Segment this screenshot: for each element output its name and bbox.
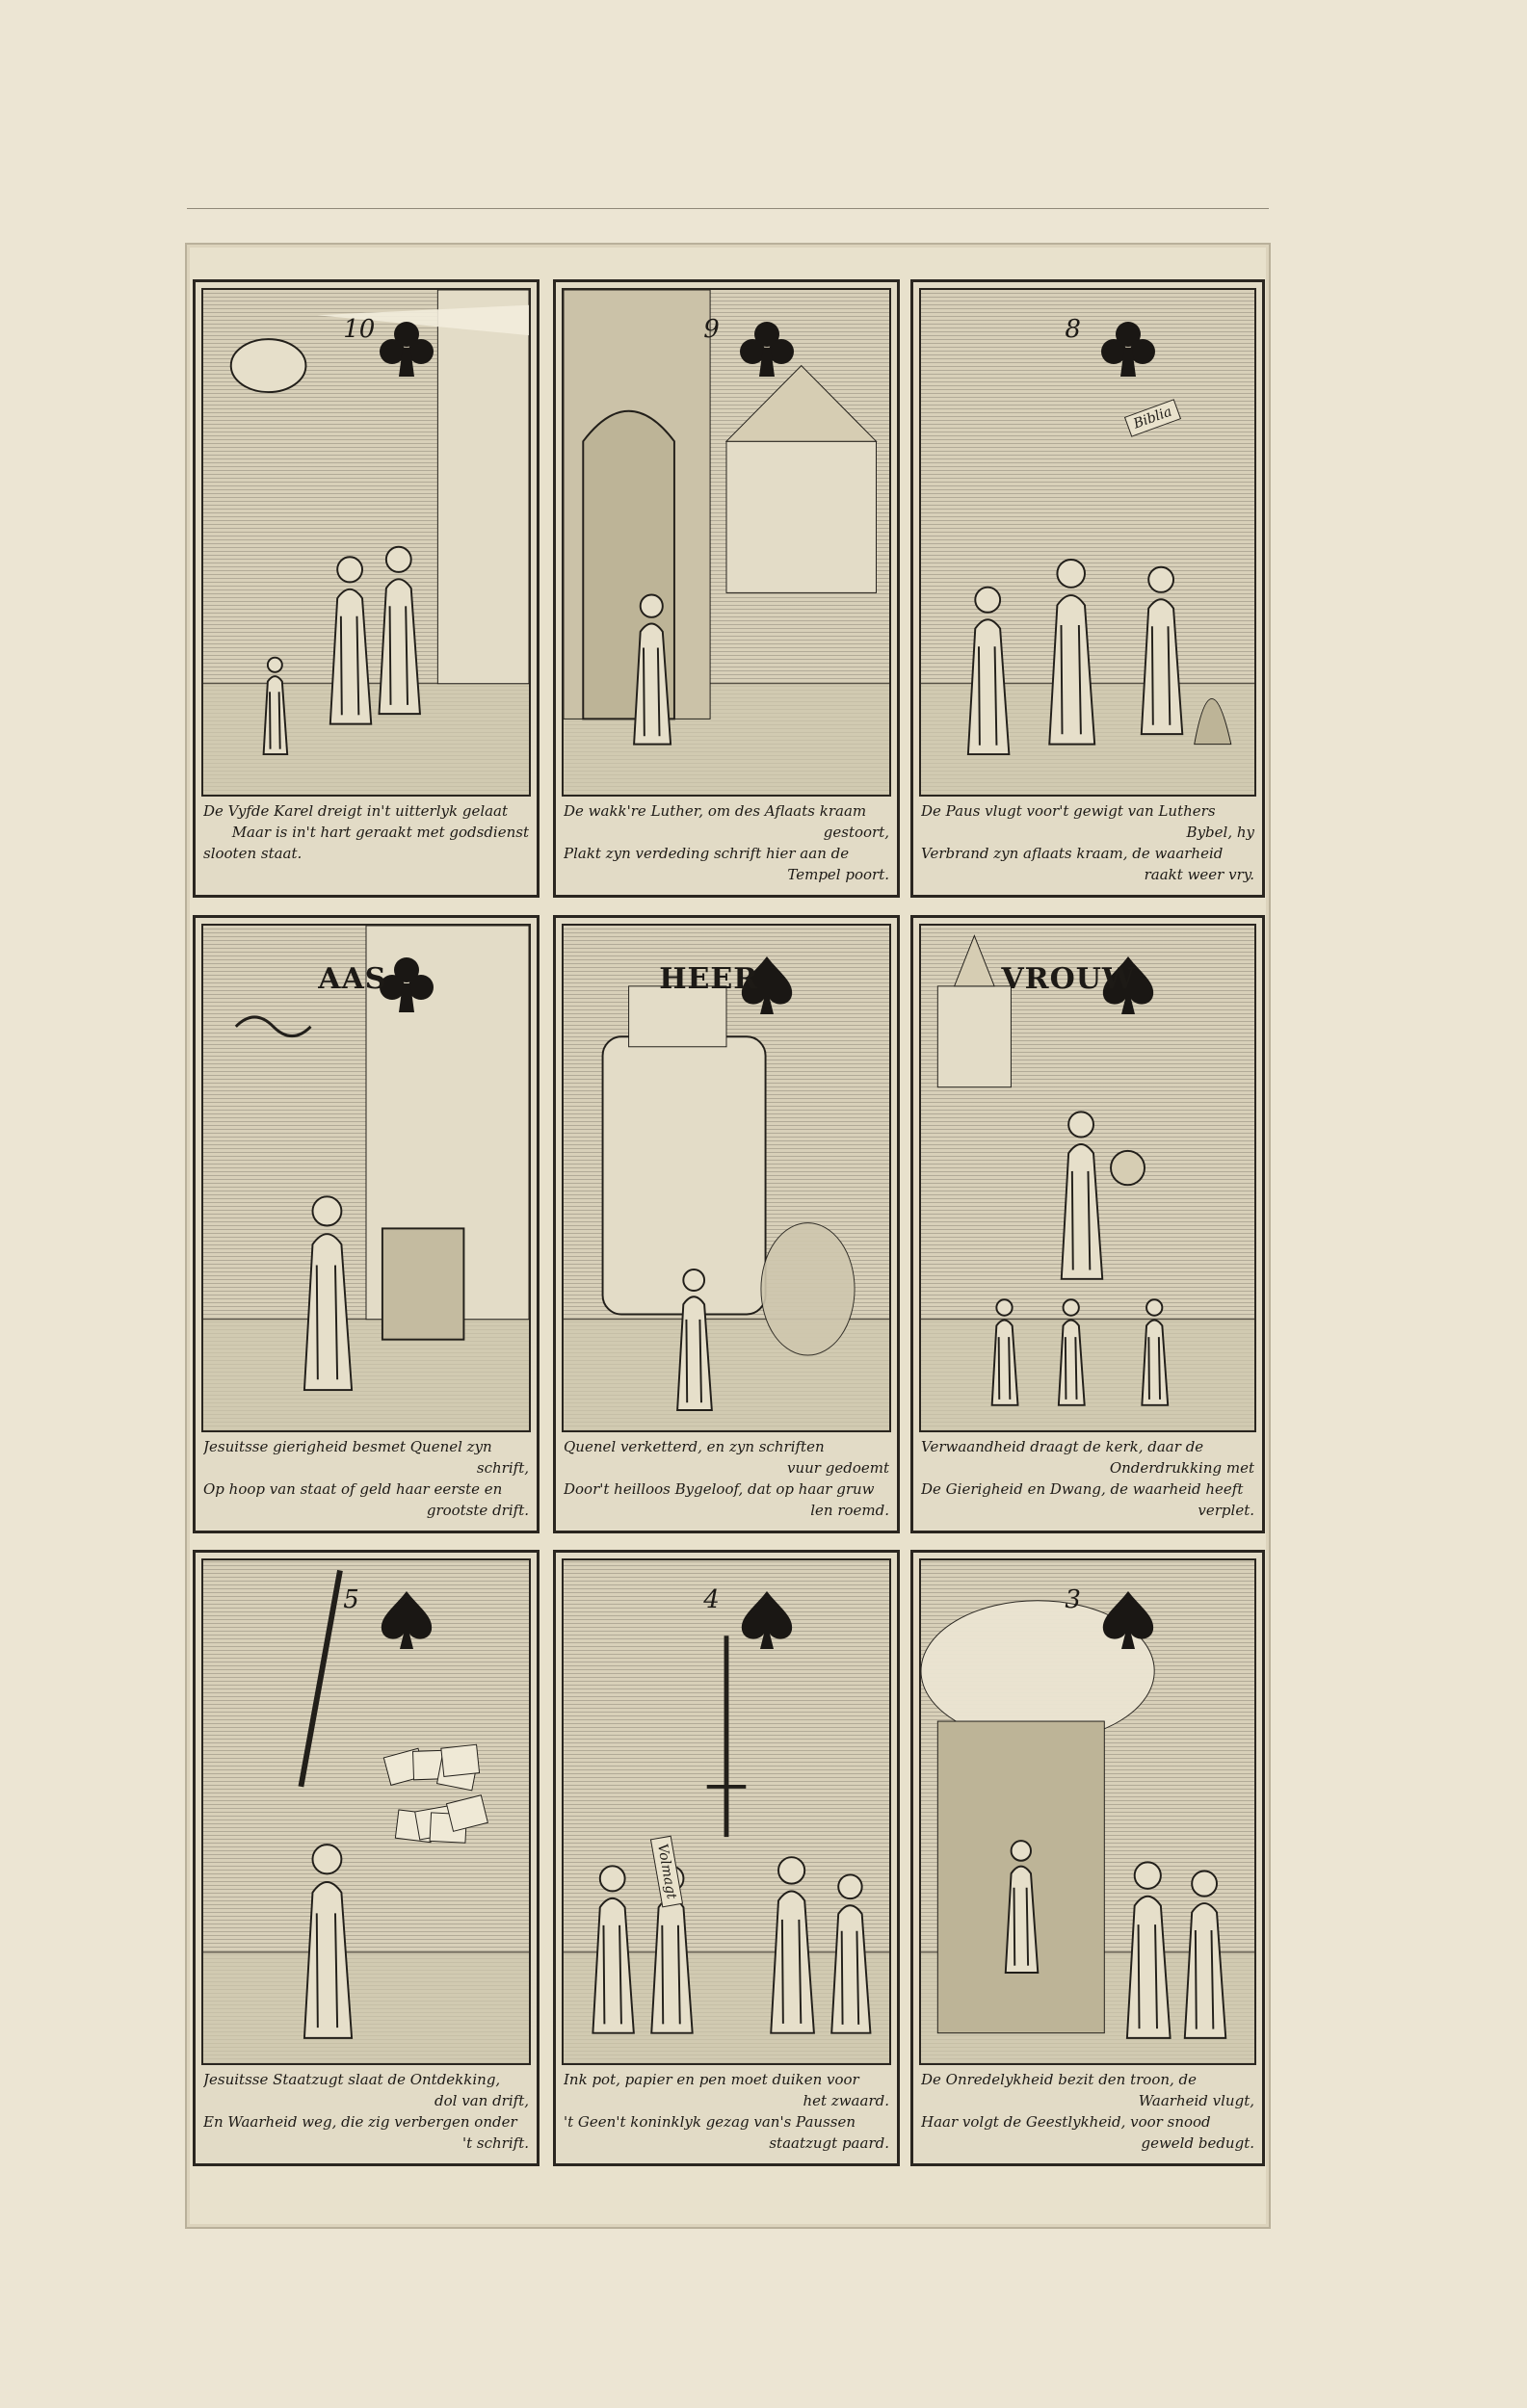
caption-line: Plakt zyn verdeding schrift hier aan de xyxy=(564,845,850,862)
caption-line: geweld bedugt. xyxy=(1141,2134,1254,2152)
playing-card xyxy=(910,279,1265,898)
card-rank: 4 xyxy=(703,1585,720,1614)
card-illustration xyxy=(562,288,891,797)
playing-card xyxy=(910,915,1265,1533)
spade-suit-icon xyxy=(376,1589,437,1651)
club-suit-icon xyxy=(376,319,437,380)
court-title: HEER xyxy=(659,962,759,996)
card-illustration xyxy=(562,924,891,1432)
card-illustration xyxy=(919,1558,1256,2065)
caption-line: En Waarheid weg, die zig verbergen onder xyxy=(203,2113,517,2131)
caption-line: De Onredelykheid bezit den troon, de xyxy=(921,2071,1198,2088)
card-rank: 8 xyxy=(1065,315,1081,344)
card-rank: 3 xyxy=(1065,1585,1081,1614)
caption-line: Bybel, hy xyxy=(1186,824,1254,841)
playing-card xyxy=(910,1550,1265,2166)
card-caption xyxy=(921,1436,1254,1525)
caption-line: Verbrand zyn aflaats kraam, de waarheid xyxy=(921,845,1224,862)
playing-card xyxy=(553,279,900,898)
card-illustration xyxy=(201,288,531,797)
caption-line: De Vyfde Karel dreigt in't uitterlyk gelaat xyxy=(203,802,509,820)
court-title: VROUW xyxy=(1001,962,1136,996)
card-rank: 5 xyxy=(343,1585,359,1614)
caption-line: Ink pot, papier en pen moet duiken voor xyxy=(564,2071,859,2088)
caption-line: Op hoop van staat of geld haar eerste en xyxy=(203,1480,503,1498)
card-caption xyxy=(921,800,1254,889)
card-illustration xyxy=(201,1558,531,2065)
caption-line: De Gierigheid en Dwang, de waarheid heeft xyxy=(921,1480,1244,1498)
card-caption xyxy=(564,1436,889,1525)
card-caption xyxy=(564,800,889,889)
caption-line: Jesuitsse Staatzugt slaat de Ontdekking, xyxy=(203,2071,501,2088)
card-illustration xyxy=(201,924,531,1432)
caption-line: Tempel poort. xyxy=(787,866,889,883)
caption-line: schrift, xyxy=(476,1459,529,1477)
caption-line: De wakk're Luther, om des Aflaats kraam xyxy=(564,802,867,820)
book-label: Biblia xyxy=(1124,399,1181,436)
caption-line: Haar volgt de Geestlykheid, voor snood xyxy=(921,2113,1211,2131)
card-caption xyxy=(921,2069,1254,2158)
caption-line: dol van drift, xyxy=(434,2092,529,2109)
caption-line: slooten staat. xyxy=(203,845,303,862)
caption-line: staatzugt paard. xyxy=(769,2134,889,2152)
caption-line: Onderdrukking met xyxy=(1109,1459,1254,1477)
playing-card xyxy=(193,915,540,1533)
club-suit-icon xyxy=(736,319,798,380)
banner-label: Volmagt xyxy=(650,1836,683,1908)
card-caption xyxy=(203,2069,529,2158)
caption-line: raakt weer vry. xyxy=(1144,866,1254,883)
caption-line: grootste drift. xyxy=(426,1502,529,1519)
caption-line: Maar is in't hart geraakt met godsdienst xyxy=(231,824,529,841)
caption-line: Waarheid vlugt, xyxy=(1138,2092,1254,2109)
caption-line: De Paus vlugt voor't gewigt van Luthers xyxy=(921,802,1216,820)
playing-card xyxy=(193,279,540,898)
card-illustration xyxy=(562,1558,891,2065)
card-illustration xyxy=(919,924,1256,1432)
caption-line: 't Geen't koninklyk gezag van's Paussen xyxy=(564,2113,856,2131)
card-caption xyxy=(564,2069,889,2158)
plate-mark-top xyxy=(187,208,1269,209)
card-caption xyxy=(203,1436,529,1525)
caption-line: verplet. xyxy=(1198,1502,1254,1519)
playing-card xyxy=(193,1550,540,2166)
spade-suit-icon xyxy=(1097,1589,1159,1651)
club-suit-icon xyxy=(1097,319,1159,380)
card-rank: 9 xyxy=(703,315,720,344)
caption-line: het zwaard. xyxy=(803,2092,889,2109)
caption-line: Verwaandheid draagt de kerk, daar de xyxy=(921,1438,1204,1455)
spade-suit-icon xyxy=(736,1589,798,1651)
caption-line: len roemd. xyxy=(810,1502,889,1519)
playing-card xyxy=(553,915,900,1533)
card-caption xyxy=(203,800,529,889)
caption-line: Door't heilloos Bygeloof, dat op haar gruw xyxy=(564,1480,875,1498)
caption-line: Jesuitsse gierigheid besmet Quenel zyn xyxy=(203,1438,492,1455)
caption-line: gestoort, xyxy=(823,824,889,841)
caption-line: 't schrift. xyxy=(462,2134,529,2152)
caption-line: Quenel verketterd, en zyn schriften xyxy=(564,1438,825,1455)
card-illustration xyxy=(919,288,1256,797)
court-title: AAS xyxy=(318,962,387,996)
playing-card xyxy=(553,1550,900,2166)
card-rank: 10 xyxy=(343,315,376,344)
caption-line: vuur gedoemt xyxy=(787,1459,889,1477)
